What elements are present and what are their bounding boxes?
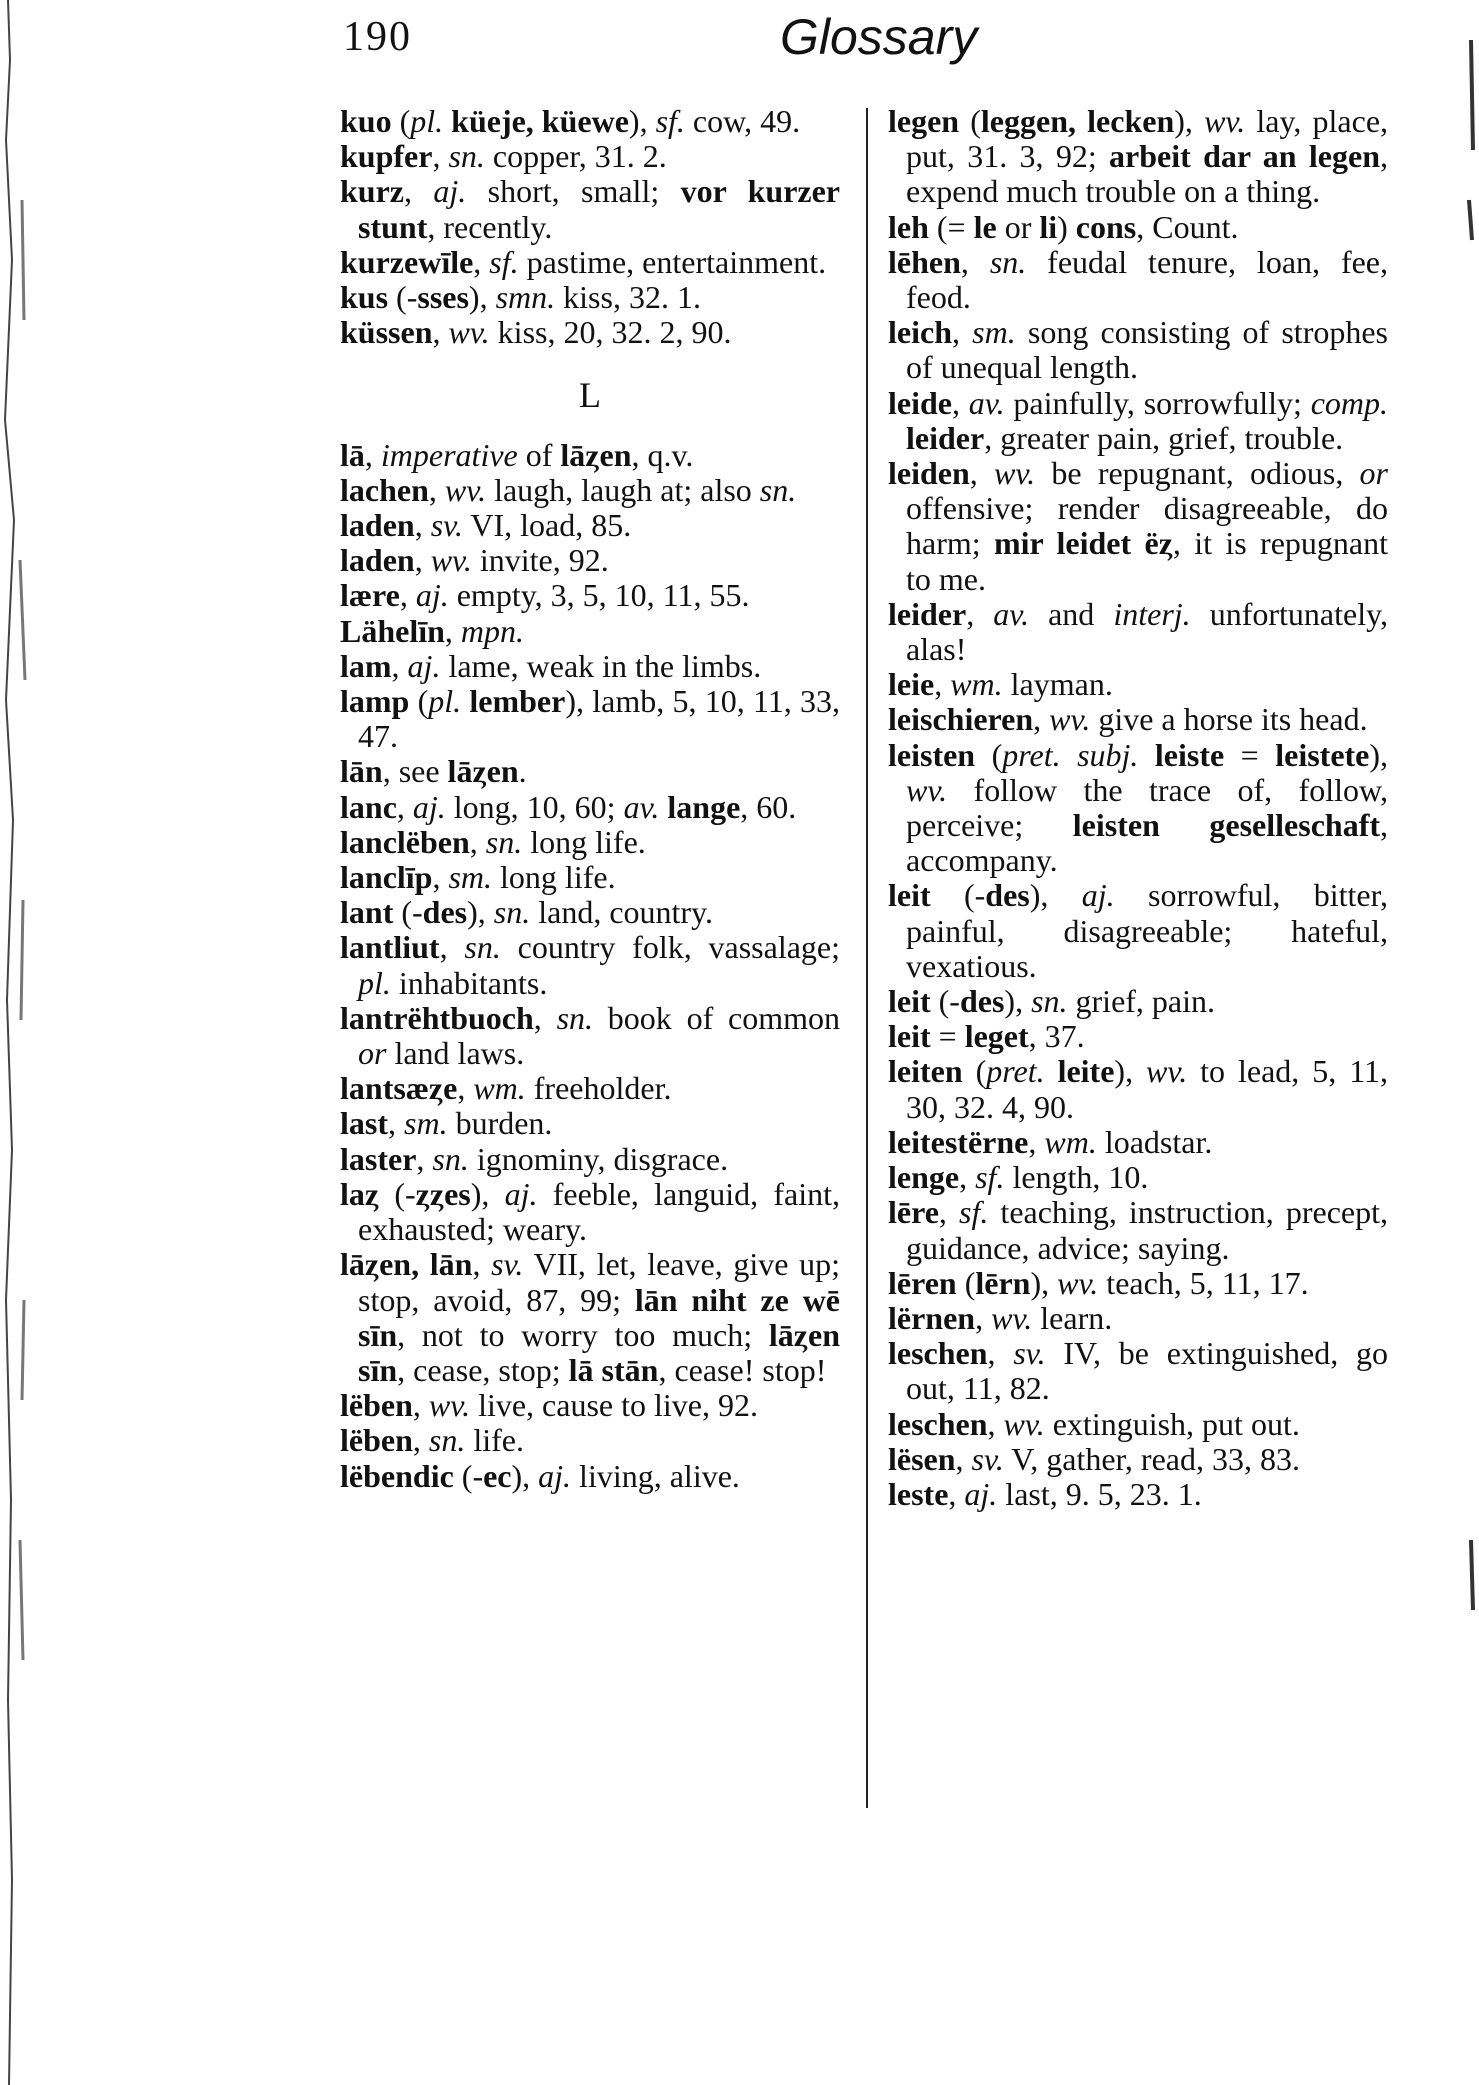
glossary-entry: Lähelīn, mpn. — [340, 612, 525, 649]
glossary-entry: leschen, wv. extinguish, put out. — [888, 1405, 1300, 1442]
glossary-entry: leit = leget, 37. — [888, 1018, 1085, 1055]
glossary-entry: kus (-sses), smn. kiss, 32. 1. — [340, 279, 701, 316]
glossary-entry: lësen, sv. V, gather, read, 33, 83. — [888, 1440, 1300, 1477]
entries-l-continued — [888, 104, 1388, 1512]
glossary-entry: lenge, sf. length, 10. — [888, 1159, 1149, 1196]
glossary-entry: kurzewīle, sf. pastime, entertainment. — [340, 243, 827, 280]
glossary-entry: kurz, aj. short, small; vor kurzer stunt, recently. — [340, 173, 841, 245]
glossary-entry: lërnen, wv. learn. — [888, 1299, 1113, 1336]
glossary-entry: laster, sn. ignominy, disgrace. — [340, 1140, 729, 1177]
glossary-entry: leide, av. painfully, sorrowfully; comp. leider, greater pain, grief, trouble. — [888, 384, 1389, 456]
glossary-entry: lān, see lāȥen. — [340, 753, 527, 790]
glossary-entry: lēre, sf. teaching, instruction, precept, guidance, advice; saying. — [888, 1194, 1388, 1266]
glossary-column-left — [340, 104, 840, 1494]
glossary-entry: leie, wm. layman. — [888, 666, 1113, 703]
glossary-entry: lachen, wv. laugh, laugh at; also sn. — [340, 471, 797, 508]
glossary-entry: lanclëben, sn. long life. — [340, 823, 646, 860]
glossary-entry: lant (-des), sn. land, country. — [340, 894, 713, 931]
glossary-entry: lamp (pl. lember), lamb, 5, 10, 11, 33, 47. — [340, 683, 841, 755]
glossary-entry: laden, sv. VI, load, 85. — [340, 507, 632, 544]
glossary-entry: lēhen, sn. feudal tenure, loan, fee, feod. — [888, 243, 1389, 316]
glossary-entry: lëben, sn. life. — [340, 1422, 524, 1459]
glossary-entry: leh (= le or li) cons, Count. — [888, 208, 1239, 245]
glossary-entry: laden, wv. invite, 92. — [340, 542, 609, 579]
glossary-entry: leste, aj. last, 9. 5, 23. 1. — [888, 1475, 1202, 1512]
glossary-entry: lanc, aj. long, 10, 60; av. lange, 60. — [340, 788, 797, 825]
glossary-entry: leider, av. and interj. unfortunately, alas! — [888, 595, 1389, 668]
scan-edge-left — [0, 0, 70, 2085]
glossary-entry: leitestërne, wm. loadstar. — [888, 1123, 1213, 1160]
page-number: 190 — [343, 14, 412, 60]
glossary-entry: leschen, sv. IV, be extinguished, go out, 11, 82. — [888, 1335, 1389, 1407]
section-letter: L — [579, 375, 601, 416]
glossary-entry: lantrëhtbuoch, sn. book of common or land laws. — [340, 999, 841, 1072]
scan-edge-right — [1459, 0, 1479, 2085]
glossary-entry: lam, aj. lame, weak in the limbs. — [340, 647, 762, 684]
glossary-entry: legen (leggen, lecken), wv. lay, place, put, 31. 3, 92; arbeit dar an legen, expend much trouble on a thing. — [888, 103, 1389, 210]
column-divider — [866, 108, 868, 1808]
glossary-entry: leich, sm. song consisting of strophes of unequal length. — [888, 314, 1389, 386]
entries-k — [340, 104, 840, 350]
glossary-entry: lantliut, sn. country folk, vassalage; pl. inhabitants. — [340, 929, 841, 1001]
glossary-entry: leit (-des), aj. sorrowful, bitter, painful, disagreeable; hateful, vexatious. — [888, 877, 1388, 984]
glossary-entry: lanclīp, sm. long life. — [340, 859, 616, 896]
glossary-entry: lāȥen, lān, sv. VII, let, leave, give up; stop, avoid, 87, 99; lān niht ze wē sīn, not to worry too much; lāȥen sīn, cease, stop; lā stān, cease! stop! — [340, 1246, 841, 1388]
glossary-entry: leit (-des), sn. grief, pain. — [888, 983, 1216, 1020]
glossary-entry: leiden, wv. be repugnant, odious, or offensive; render disagreeable, do harm; mir leidet ëȥ, it is repugnant to me. — [888, 455, 1388, 597]
glossary-entry: lære, aj. empty, 3, 5, 10, 11, 55. — [340, 577, 750, 614]
glossary-entry: lëbendic (-ec), aj. living, alive. — [340, 1457, 740, 1494]
glossary-entry: lantsæȥe, wm. freeholder. — [340, 1070, 672, 1107]
glossary-entry: laȥ (-ȥȥes), aj. feeble, languid, faint, exhausted; weary. — [340, 1175, 841, 1248]
glossary-entry: kupfer, sn. copper, 31. 2. — [340, 138, 667, 175]
glossary-entry: lëben, wv. live, cause to live, 92. — [340, 1387, 758, 1424]
running-title: Glossary — [780, 9, 978, 65]
glossary-entry: kuo (pl. küeje, küewe), sf. cow, 49. — [340, 103, 801, 139]
entries-l — [340, 438, 840, 1494]
glossary-entry: leischieren, wv. give a horse its head. — [888, 701, 1368, 738]
glossary-entry: lēren (lērn), wv. teach, 5, 11, 17. — [888, 1264, 1309, 1301]
glossary-entry: last, sm. burden. — [340, 1105, 553, 1142]
glossary-entry: leiten (pret. leite), wv. to lead, 5, 11, 30, 32. 4, 90. — [888, 1053, 1388, 1125]
glossary-column-right — [888, 104, 1388, 1512]
glossary-entry: küssen, wv. kiss, 20, 32. 2, 90. — [340, 314, 732, 351]
glossary-entry: lā, imperative of lāȥen, q.v. — [340, 436, 694, 473]
glossary-entry: leisten (pret. subj. leiste = leistete), wv. follow the trace of, follow, perceive; leisten geselleschaft, accompany. — [888, 736, 1389, 879]
